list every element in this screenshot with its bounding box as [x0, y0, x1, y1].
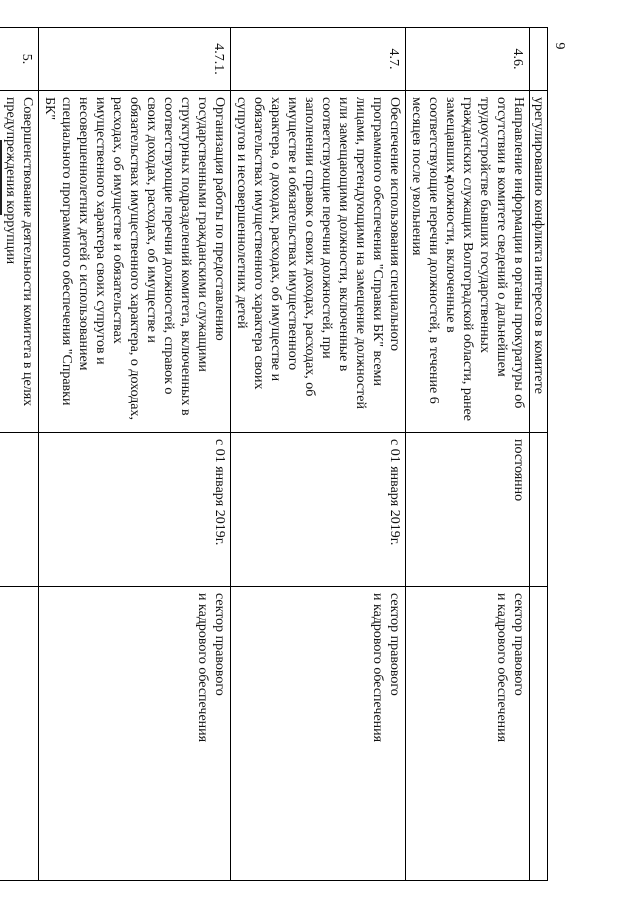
table-row — [231, 28, 406, 881]
item-responsible — [0, 587, 39, 881]
anticorruption-plan-table — [0, 27, 548, 881]
item-description: Совершенствование деятельности комитета в целях предупреждения коррупции — [0, 91, 39, 433]
item-number: 4.7.1. — [39, 28, 231, 91]
rotated-page-content — [3, 27, 548, 880]
item-description: Направление информации в органы прокуратуры об отсутствии в комитете сведений о дальнейшем трудоустройстве бывших государственных гражданских служащих Волгоградской области, ранее замещавших должности, включенные в соответствующие перечни должностей, в течение 6 месяцев после увольнения — [406, 91, 530, 433]
page-number: 6 — [554, 42, 569, 50]
item-deadline: постоянно — [406, 433, 530, 587]
item-responsible: сектор правового и кадрового обеспечения — [231, 587, 406, 881]
item-number: 5. — [0, 28, 39, 91]
item-number: 4.6. — [406, 28, 530, 91]
item-deadline — [0, 433, 39, 587]
item-description: Организация работы по предоставлению государственными гражданскими служащими структурных подразделений комитета, включенных в соответствующие перечни должностей, справок о своих доходах, расходах, об имуществе и обязательствах имущественного характера, о доходах, расходах, об имуществе и обязательствах имущественного характера своих супругов и несовершеннолетних детей с использованием специального программного обеспечения "Справки БК" — [39, 91, 231, 433]
item-description: урегулированию конфликта интересов в комитете — [530, 91, 548, 433]
item-responsible — [530, 587, 548, 881]
table-row — [406, 28, 530, 881]
item-responsible: сектор правового и кадрового обеспечения — [406, 587, 530, 881]
table-row — [39, 28, 231, 881]
table-row — [530, 28, 548, 881]
item-description: Обеспечение использования специального программного обеспечения "Справки БК" всеми лицами, претендующими на замещение должностей или замещающими должности, включенные в соответствующие перечни должностей, при заполнении справок о своих доходах, расходах, об имуществе и обязательствах имущественного характера, о доходах, расходах, об имуществе и обязательствах имущественного характера своих супругов и несовершеннолетних детей — [231, 91, 406, 433]
item-deadline — [530, 433, 548, 587]
item-deadline: с 01 января 2019г. — [39, 433, 231, 587]
table-row — [0, 28, 39, 881]
item-number — [530, 28, 548, 91]
item-number: 4.7. — [231, 28, 406, 91]
item-deadline: с 01 января 2019г. — [231, 433, 406, 587]
item-responsible: сектор правового и кадрового обеспечения — [39, 587, 231, 881]
